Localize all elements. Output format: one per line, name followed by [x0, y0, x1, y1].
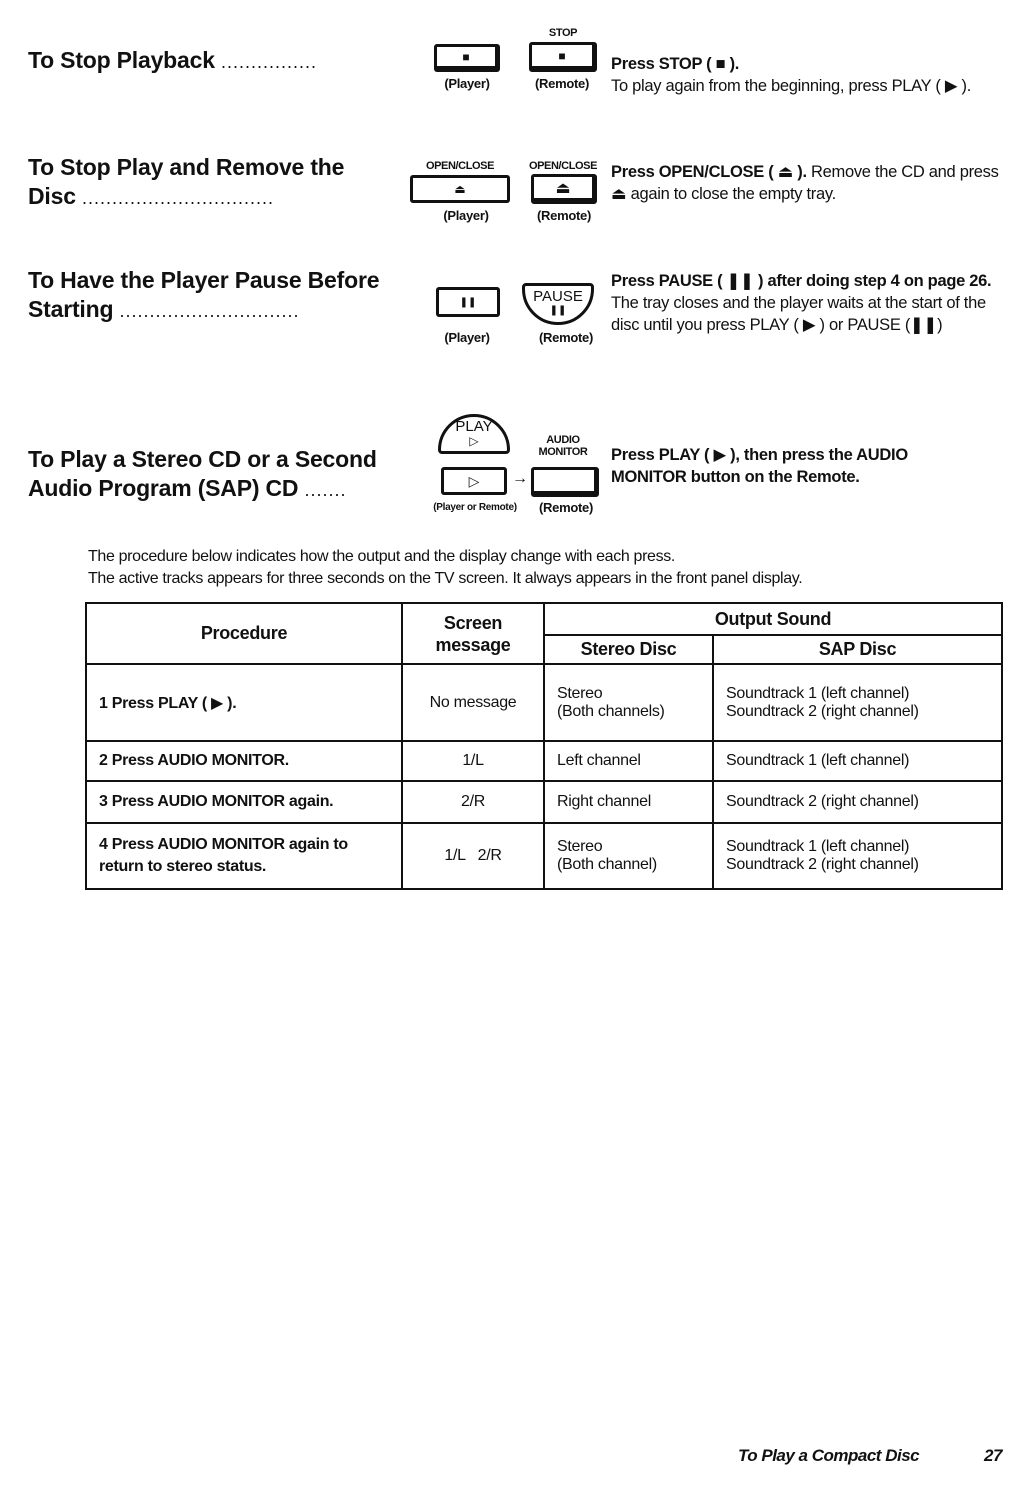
header-screen-message: Screen message [402, 603, 544, 664]
section-description: Press PAUSE ( ❚❚ ) after doing step 4 on page 26. The tray closes and the player waits at the start of the disc until you press PLAY ( ▶ ) or PAUSE (❚❚) [611, 272, 992, 334]
section-description: Press OPEN/CLOSE ( ⏏ ). Remove the CD and press ⏏ again to close the empty tray. [611, 163, 999, 203]
stereo-cell: Right channel [544, 781, 713, 823]
table-row [86, 781, 1002, 823]
player-label: (Player) [443, 208, 489, 223]
table-row [86, 664, 1002, 741]
stereo-cell: Left channel [544, 741, 713, 781]
player-pause-button[interactable] [436, 287, 500, 317]
open-close-top-label: OPEN/CLOSE [528, 160, 598, 172]
remote-audio-monitor-button[interactable] [531, 467, 599, 497]
table-row [86, 741, 1002, 781]
stereo-cell: Stereo (Both channels) [544, 664, 713, 741]
remote-label: (Remote) [539, 330, 593, 345]
header-output-sound: Output Sound [544, 603, 1002, 635]
section-title: To Stop Play and Remove the Disc ................................ [28, 154, 345, 209]
screen-cell: No message [402, 664, 544, 741]
play-badge[interactable] [438, 414, 510, 454]
remote-label: (Remote) [535, 76, 589, 91]
play-badge-label: PLAY [455, 418, 493, 435]
footer-section-title: To Play a Compact Disc [738, 1446, 920, 1465]
player-label: (Player) [444, 76, 490, 91]
table-row [86, 823, 1002, 889]
procedure-cell: 3 Press AUDIO MONITOR again. [86, 781, 402, 823]
player-stop-button[interactable] [434, 44, 500, 72]
section-title: To Stop Playback ................ [28, 47, 318, 73]
eject-icon: ⏏ [454, 182, 466, 196]
screen-cell: 1/L [402, 741, 544, 781]
procedure-cell: 4 Press AUDIO MONITOR again to return to stereo status. [86, 823, 402, 889]
player-play-button[interactable] [441, 467, 507, 495]
eject-icon: ⏏ [555, 179, 571, 197]
header-sap-disc: SAP Disc [713, 635, 1002, 664]
player-label: (Player) [444, 330, 490, 345]
screen-cell: 2/R [402, 781, 544, 823]
remote-label: (Remote) [537, 208, 591, 223]
page-number: 27 [984, 1446, 1002, 1465]
header-stereo-disc: Stereo Disc [544, 635, 713, 664]
player-open-close-button[interactable] [410, 175, 510, 203]
procedure-table [85, 602, 1003, 890]
screen-cell: 1/L 2/R [402, 823, 544, 889]
stop-top-label: STOP [548, 27, 578, 39]
stereo-cell: Stereo (Both channel) [544, 823, 713, 889]
section-title: To Play a Stereo CD or a Second Audio Program (SAP) CD ....... [28, 446, 377, 501]
remote-open-close-button[interactable] [531, 174, 597, 204]
remote-pause-button[interactable] [522, 283, 594, 325]
audio-monitor-top-label: AUDIO MONITOR [538, 434, 588, 458]
open-close-top-label: OPEN/CLOSE [425, 160, 495, 172]
section-title: To Have the Player Pause Before Starting .............................. [28, 267, 380, 322]
stop-icon: ■ [558, 48, 566, 63]
section-description: Press STOP ( ■ ). To play again from the beginning, press PLAY ( ▶ ). [611, 55, 971, 95]
section-description: Press PLAY ( ▶ ), then press the AUDIO MONITOR button on the Remote. [611, 446, 908, 486]
pause-icon: ❚❚ [549, 305, 567, 316]
sap-cell: Soundtrack 1 (left channel) [713, 741, 1002, 781]
header-procedure: Procedure [86, 603, 402, 664]
pause-icon: ❚❚ [459, 296, 477, 308]
pause-badge-label: PAUSE [533, 288, 583, 305]
intro-line: The procedure below indicates how the output and the display change with each press. [88, 548, 675, 565]
procedure-cell: 2 Press AUDIO MONITOR. [86, 741, 402, 781]
sap-cell: Soundtrack 2 (right channel) [713, 781, 1002, 823]
remote-stop-button[interactable] [529, 42, 597, 72]
intro-line: The active tracks appears for three seconds on the TV screen. It always appears in the front panel display. [88, 570, 803, 587]
player-label: (Player or Remote) [433, 502, 517, 513]
procedure-cell: 1 Press PLAY ( ▶ ). [86, 664, 402, 741]
sap-cell: Soundtrack 1 (left channel) Soundtrack 2 (right channel) [713, 664, 1002, 741]
play-icon: ▷ [469, 434, 479, 448]
remote-label: (Remote) [539, 500, 593, 515]
play-icon: ▷ [468, 472, 480, 489]
sap-cell: Soundtrack 1 (left channel) Soundtrack 2 (right channel) [713, 823, 1002, 889]
stop-icon: ■ [462, 49, 470, 64]
arrow-icon: → [512, 470, 528, 487]
